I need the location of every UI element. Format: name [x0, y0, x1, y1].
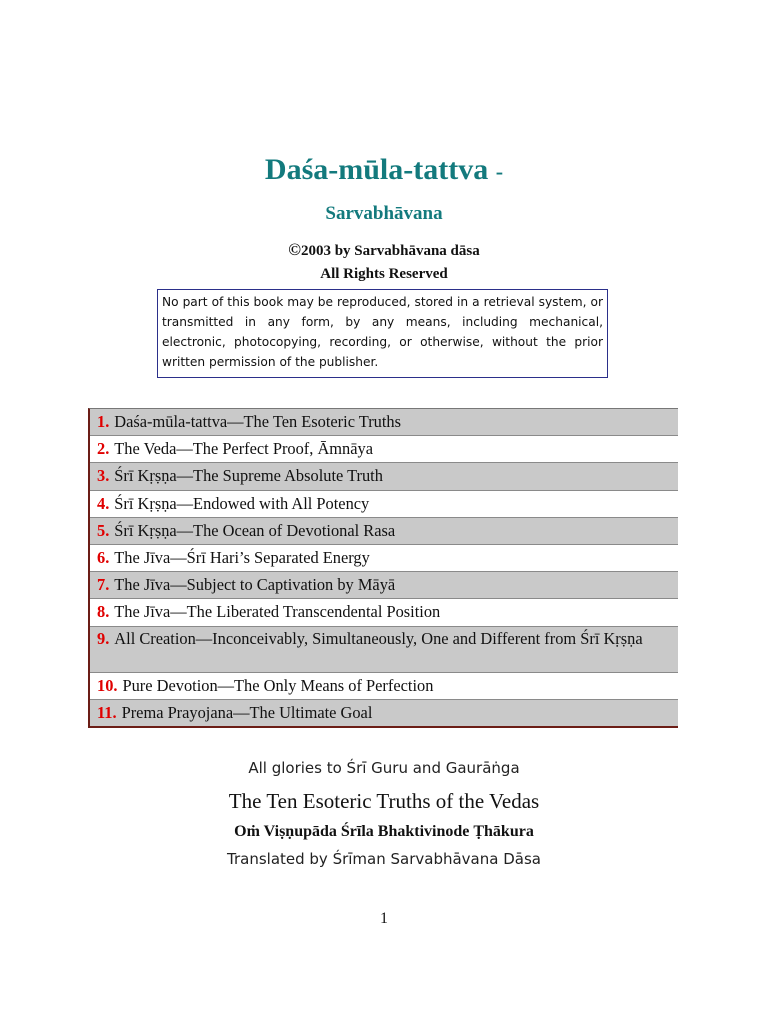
toc-number: 6.	[97, 547, 110, 567]
document-subtitle: Sarvabhāvana	[325, 203, 443, 224]
toc-title: Śrī Kṛṣṇa—The Ocean of Devotional Rasa	[114, 520, 396, 540]
toc-title: Pure Devotion—The Only Means of Perfection	[122, 675, 434, 695]
toc-title: The Jīva—The Liberated Transcendental Position	[114, 602, 441, 622]
toc-number: 8.	[97, 602, 110, 622]
toc-row[interactable]	[90, 700, 678, 726]
copyright-block	[0, 238, 768, 286]
toc-title: Prema Prayojana—The Ultimate Goal	[121, 702, 373, 722]
toc-row[interactable]	[90, 627, 678, 673]
toc-row[interactable]	[90, 463, 678, 490]
toc-title: Daśa-mūla-tattva—The Ten Esoteric Truths	[114, 412, 401, 431]
translator-line: Translated by Śrīman Sarvabhāvana Dāsa	[227, 850, 541, 868]
author-line: Oṁ Viṣṇupāda Śrīla Bhaktivinode Ṭhākura	[234, 823, 534, 840]
toc-number: 7.	[97, 575, 110, 595]
toc-row[interactable]	[90, 545, 678, 572]
toc-title: The Jīva—Subject to Captivation by Māyā	[114, 575, 396, 595]
toc-number: 11.	[97, 702, 117, 722]
page-number: 1	[380, 910, 388, 927]
copyright-notice-box: No part of this book may be reproduced, stored in a retrieval system, or transmitted in any form, by any means, including mechanical, electronic, photocopying, recording, or otherwise, without the prior written permission of the publisher.	[157, 289, 608, 378]
toc-row[interactable]	[90, 599, 678, 626]
toc-number: 4.	[97, 493, 110, 513]
title-dash: -	[495, 159, 504, 184]
toc-number: 3.	[97, 466, 110, 486]
toc-row[interactable]	[90, 518, 678, 545]
glories-line: All glories to Śrī Guru and Gaurāṅga	[248, 759, 520, 777]
toc-number: 5.	[97, 520, 110, 540]
toc-row[interactable]	[90, 409, 678, 436]
document-title-text: Daśa-mūla-tattva	[264, 153, 489, 186]
toc-row[interactable]	[90, 572, 678, 599]
toc-row[interactable]	[90, 436, 678, 463]
toc-title: All Creation—Inconceivably, Simultaneously, One and Different from Śrī Kṛṣṇa	[114, 628, 643, 648]
toc-number: 1.	[97, 412, 110, 431]
copyright-symbol: ©	[288, 240, 301, 259]
toc-title: The Veda—The Perfect Proof, Āmnāya	[114, 439, 373, 459]
copyright-line	[0, 238, 768, 263]
toc-number: 2.	[97, 439, 110, 459]
copyright-text: 2003 by Sarvabhāvana dāsa	[300, 243, 480, 259]
toc-title: Śrī Kṛṣṇa—The Supreme Absolute Truth	[114, 466, 383, 486]
table-of-contents	[88, 408, 678, 728]
rights-reserved: All Rights Reserved	[320, 266, 448, 282]
toc-title: Śrī Kṛṣṇa—Endowed with All Potency	[114, 493, 370, 513]
toc-row[interactable]	[90, 491, 678, 518]
book-title: The Ten Esoteric Truths of the Vedas	[228, 789, 540, 813]
document-title	[0, 153, 768, 187]
toc-number: 10.	[97, 675, 118, 695]
toc-title: The Jīva—Śrī Hari’s Separated Energy	[114, 547, 370, 567]
toc-number: 9.	[97, 628, 110, 648]
toc-row[interactable]	[90, 673, 678, 700]
